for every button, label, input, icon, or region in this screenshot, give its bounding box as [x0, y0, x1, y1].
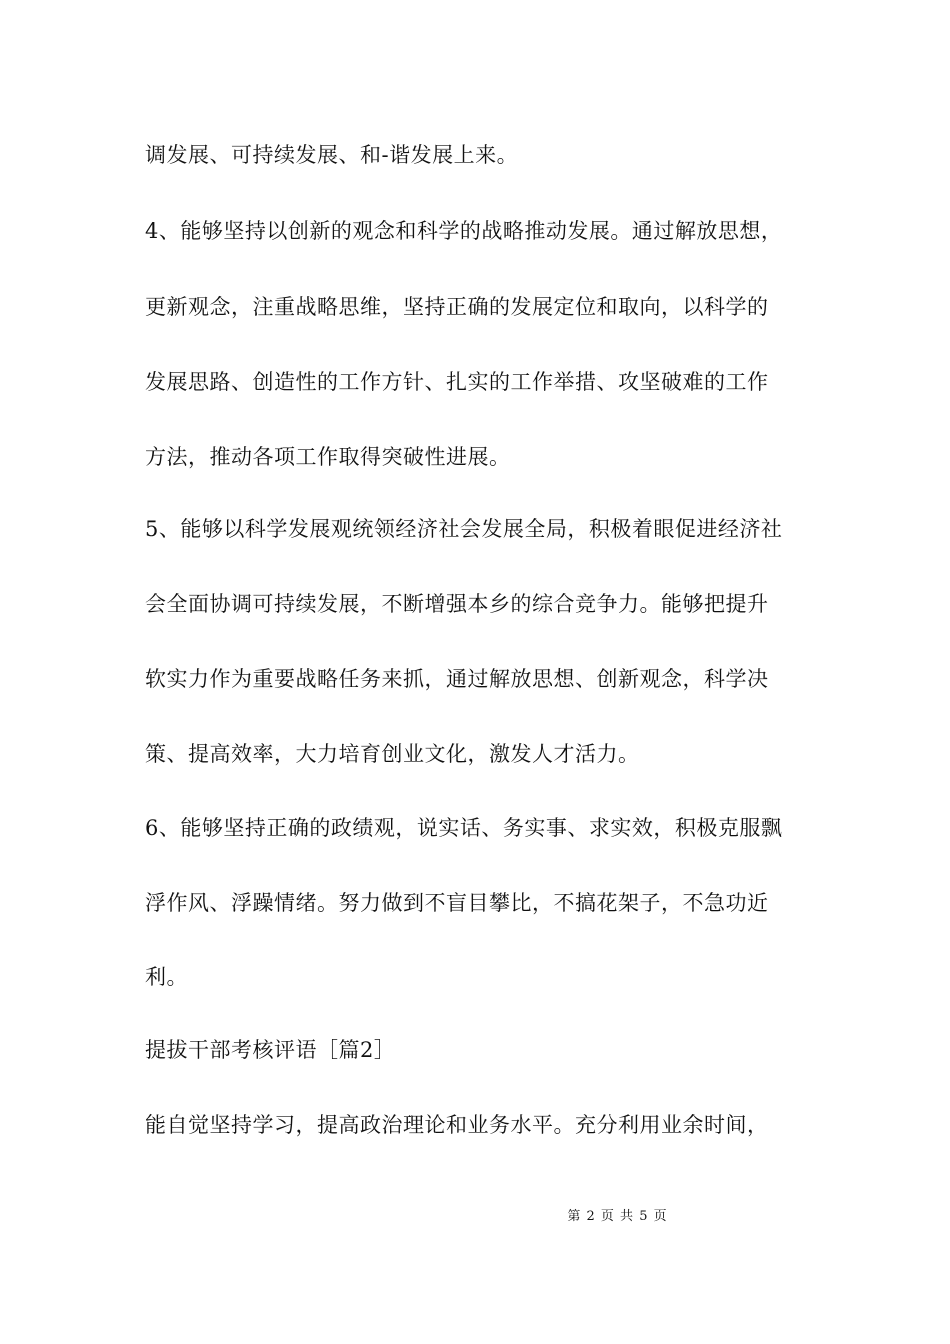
section-heading: 提拔干部考核评语［篇2］: [145, 1038, 396, 1062]
text-line-1: 调发展、可持续发展、和-谐发展上来。: [145, 143, 519, 167]
text-line-5: 方法，推动各项工作取得突破性进展。: [145, 445, 511, 469]
text-line-9: 策、提高效率，大力培育创业文化，激发人才活力。: [145, 742, 640, 766]
text-line-14: 能自觉坚持学习，提高政治理论和业务水平。充分利用业余时间，: [145, 1113, 769, 1137]
text-line-11: 浮作风、浮躁情绪。努力做到不盲目攀比，不搞花架子，不急功近: [145, 891, 769, 915]
text-line-6: 5、能够以科学发展观统领经济社会发展全局，积极着眼促进经济社: [145, 517, 783, 541]
text-line-4: 发展思路、创造性的工作方针、扎实的工作举措、攻坚破难的工作: [145, 370, 769, 394]
text-line-10: 6、能够坚持正确的政绩观，说实话、务实事、求实效，积极克服飘: [145, 816, 783, 840]
text-line-7: 会全面协调可持续发展，不断增强本乡的综合竞争力。能够把提升: [145, 592, 769, 616]
text-line-8: 软实力作为重要战略任务来抓，通过解放思想、创新观念，科学决: [145, 667, 769, 691]
text-line-12: 利。: [145, 965, 188, 989]
text-line-3: 更新观念，注重战略思维，坚持正确的发展定位和取向，以科学的: [145, 295, 769, 319]
page-footer: [0, 1208, 950, 1226]
page-number-label: 第 2 页 共 5 页: [567, 1209, 668, 1224]
text-line-2: 4、能够坚持以创新的观念和科学的战略推动发展。通过解放思想，: [145, 219, 783, 243]
